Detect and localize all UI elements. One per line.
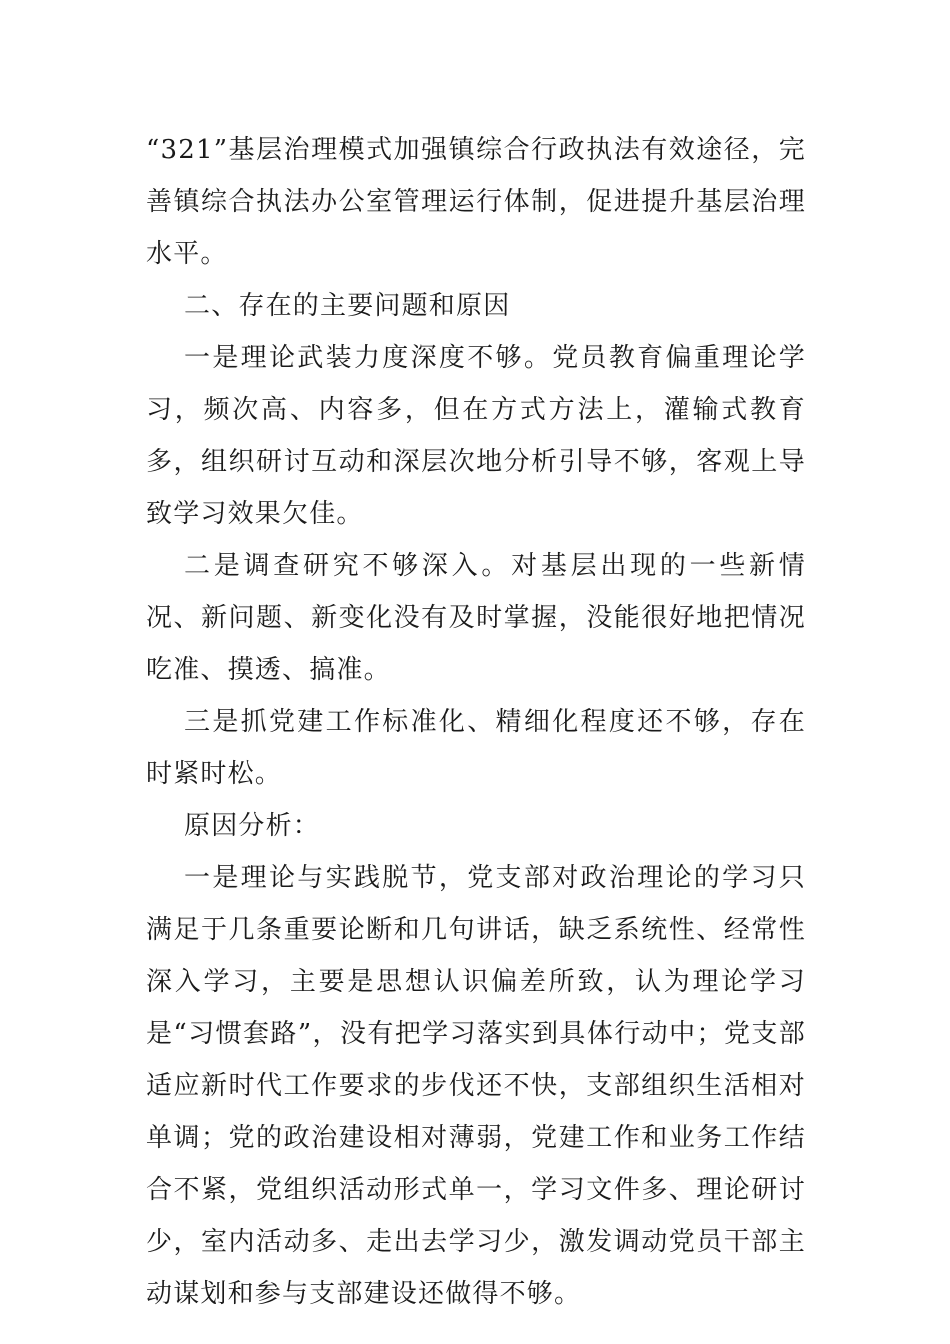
paragraph-problem-one: 一是理论武装力度深度不够。党员教育偏重理论学习，频次高、内容多，但在方式方法上，灌输式教育多，组织研讨互动和深层次地分析引导不够，客观上导致学习效果欠佳。	[146, 343, 806, 529]
paragraph-continuation: “321”基层治理模式加强镇综合行政执法有效途径，完善镇综合执法办公室管理运行体制，促进提升基层治理水平。	[146, 135, 806, 269]
section-heading-problems-and-causes: 二、存在的主要问题和原因	[184, 291, 511, 321]
paragraph-problem-two: 二是调查研究不够深入。对基层出现的一些新情况、新问题、新变化没有及时掌握，没能很好地把情况吃准、摸透、搞准。	[146, 551, 806, 685]
subheading-cause-analysis: 原因分析：	[184, 811, 321, 841]
document-body	[146, 124, 806, 1320]
paragraph-problem-three: 三是抓党建工作标准化、精细化程度还不够，存在时紧时松。	[146, 707, 806, 789]
paragraph-cause-one: 一是理论与实践脱节，党支部对政治理论的学习只满足于几条重要论断和几句讲话，缺乏系统性、经常性深入学习，主要是思想认识偏差所致，认为理论学习是“习惯套路”，没有把学习落实到具体行动中；党支部适应新时代工作要求的步伐还不快，支部组织生活相对单调；党的政治建设相对薄弱，党建工作和业务工作结合不紧，党组织活动形式单一，学习文件多、理论研讨少，室内活动多、走出去学习少，激发调动党员干部主动谋划和参与支部建设还做得不够。	[146, 863, 806, 1309]
